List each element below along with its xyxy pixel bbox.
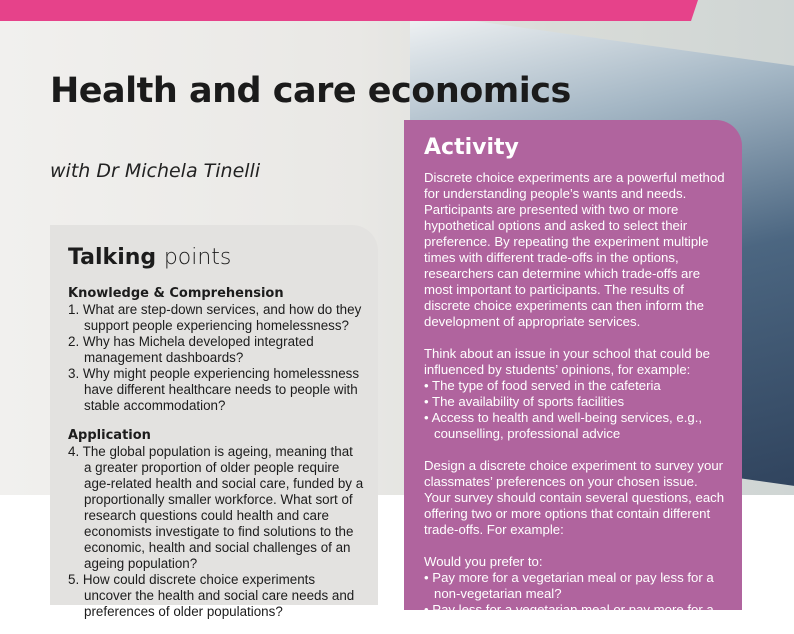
accent-bar [0,0,698,21]
question-item: 2. Why has Michela developed integrated management dashboards? [68,334,314,365]
list-item: • Pay less for a vegetarian meal or pay more for a non-vegetarian meal? [424,602,726,634]
list-item: • The availability of sports facilities [424,394,726,410]
example-list [424,378,726,442]
list-item: • Pay more for a vegetarian meal or pay less for a non-vegetarian meal? [424,570,726,602]
activity-paragraph: Design a discrete choice experiment to survey your classmates’ preferences on your chosen issue. Your survey should contain several questions, each offering two or more options that contain different trade-offs. For example: [424,458,725,537]
list-item: • Access to health and well-being services, e.g., counselling, professional advice [424,410,726,442]
example-list [424,570,726,634]
title-bold: Talking [68,245,157,270]
question-list [68,444,364,620]
question-item: 5. How could discrete choice experiments uncover the health and social care needs and preferences of older populations? [68,572,355,619]
question-item: 4. The global population is ageing, meaning that a greater proportion of older people require age-related health and social care, funded by a proportionally smaller workforce. What sort of research questions could health and care economists investigate to find solutions to the economic, health and social challenges of an ageing population? [68,444,364,571]
activity-paragraph: Discrete choice experiments are a powerful method for understanding people’s wants and needs. Participants are presented with two or more hypothetical options and asked to select their preference. By repeating the experiment multiple times with different trade-offs in the options, researchers can determine which trade-offs are most important to participants. The results of discrete choice experiments can then inform the development of appropriate services. [424,170,725,329]
activity-paragraph: Would you prefer to: [424,554,543,569]
question-item: 3. Why might people experiencing homelessness have different healthcare needs to people with stable accommodation? [68,366,360,413]
section-heading: Application [68,428,151,443]
list-item: • The type of food served in the cafeteria [424,378,726,394]
activity-paragraph: Think about an issue in your school that could be influenced by students’ opinions, for example: [424,346,710,377]
talking-points-box [50,225,378,619]
activity-box [404,120,742,633]
section-heading: Knowledge & Comprehension [68,286,284,301]
talking-points-title [68,245,364,270]
page-subtitle: with Dr Michela Tinelli [50,160,261,182]
activity-title: Activity [424,135,519,160]
question-list [68,302,364,414]
page-title: Health and care economics [50,71,571,111]
question-item: 1. What are step-down services, and how do they support people experiencing homelessness? [68,302,362,333]
title-light: points [163,245,232,270]
